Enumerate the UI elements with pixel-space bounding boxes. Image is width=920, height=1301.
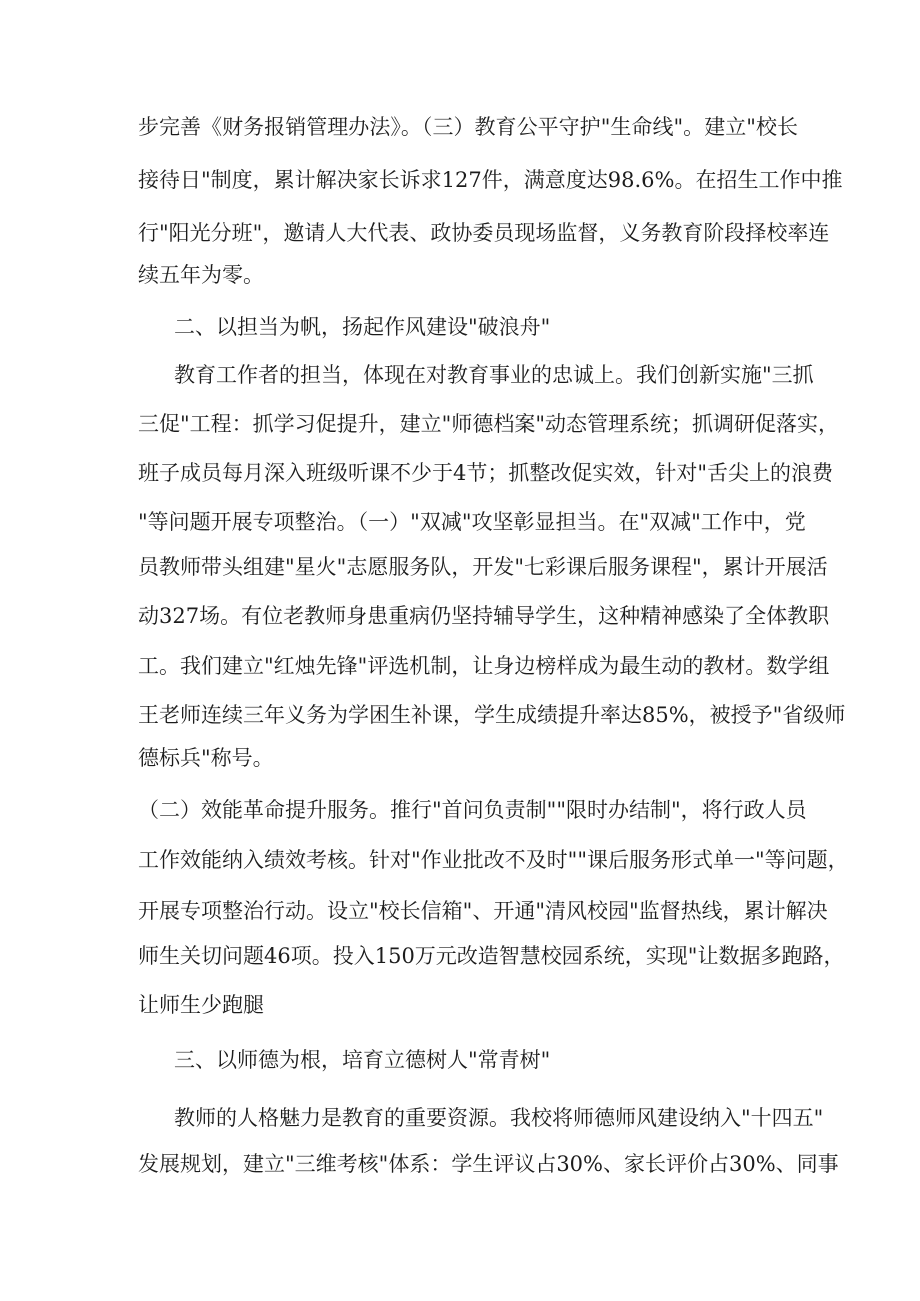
text-line: 开展专项整治行动。设立"校长信箱"、开通"清风校园"监督热线，累计解决 [138, 899, 828, 923]
text-line: 教育工作者的担当，体现在对教育事业的忠诚上。我们创新实施"三抓 [174, 363, 814, 387]
text-line: 行"阳光分班"，邀请人大代表、政协委员现场监督，义务教育阶段择校率连 [138, 221, 830, 245]
text-line: 员教师带头组建"星火"志愿服务队，开发"七彩课后服务课程"，累计开展活 [138, 555, 828, 579]
text-line: （二）效能革命提升服务。推行"首问负责制""限时办结制"，将行政人员 [138, 798, 807, 822]
text-line: 教师的人格魅力是教育的重要资源。我校将师德师风建设纳入"十四五" [174, 1106, 824, 1130]
text-line: 续五年为零。 [138, 263, 264, 287]
text-line: 工。我们建立"红烛先锋"评选机制，让身边榜样成为最生动的教材。数学组 [138, 654, 830, 678]
text-line: 工作效能纳入绩效考核。针对"作业批改不及时""课后服务形式单一"等问题， [138, 848, 849, 872]
text-line: 动327场。有位老教师身患重病仍坚持辅导学生，这种精神感染了全体教职 [138, 604, 830, 628]
text-line: 班子成员每月深入班级听课不少于4节；抓整改促实效，针对"舌尖上的浪费 [138, 461, 834, 485]
text-line: 让师生少跑腿 [138, 993, 264, 1017]
section-heading: 三、以师德为根，培育立德树人"常青树" [174, 1048, 551, 1072]
text-line: 接待日"制度，累计解决家长诉求127件，满意度达98.6%。在招生工作中推 [138, 168, 843, 192]
text-line: 师生关切问题46项。投入150万元改造智慧校园系统，实现"让数据多跑路， [138, 944, 845, 968]
text-line: 步完善《财务报销管理办法》。（三）教育公平守护"生命线"。建立"校长 [138, 115, 798, 139]
text-line: 发展规划，建立"三维考核"体系：学生评议占30%、家长评价占30%、同事 [138, 1152, 839, 1176]
text-line: 德标兵"称号。 [138, 746, 274, 770]
section-heading: 二、以担当为帆，扬起作风建设"破浪舟" [174, 315, 551, 339]
text-line: "等问题开展专项整治。（一）"双减"攻坚彰显担当。在"双减"工作中，党 [138, 510, 806, 534]
text-line: 三促"工程：抓学习促提升，建立"师德档案"动态管理系统；抓调研促落实， [138, 412, 839, 436]
text-line: 王老师连续三年义务为学困生补课，学生成绩提升率达85%，被授予"省级师 [138, 703, 846, 727]
